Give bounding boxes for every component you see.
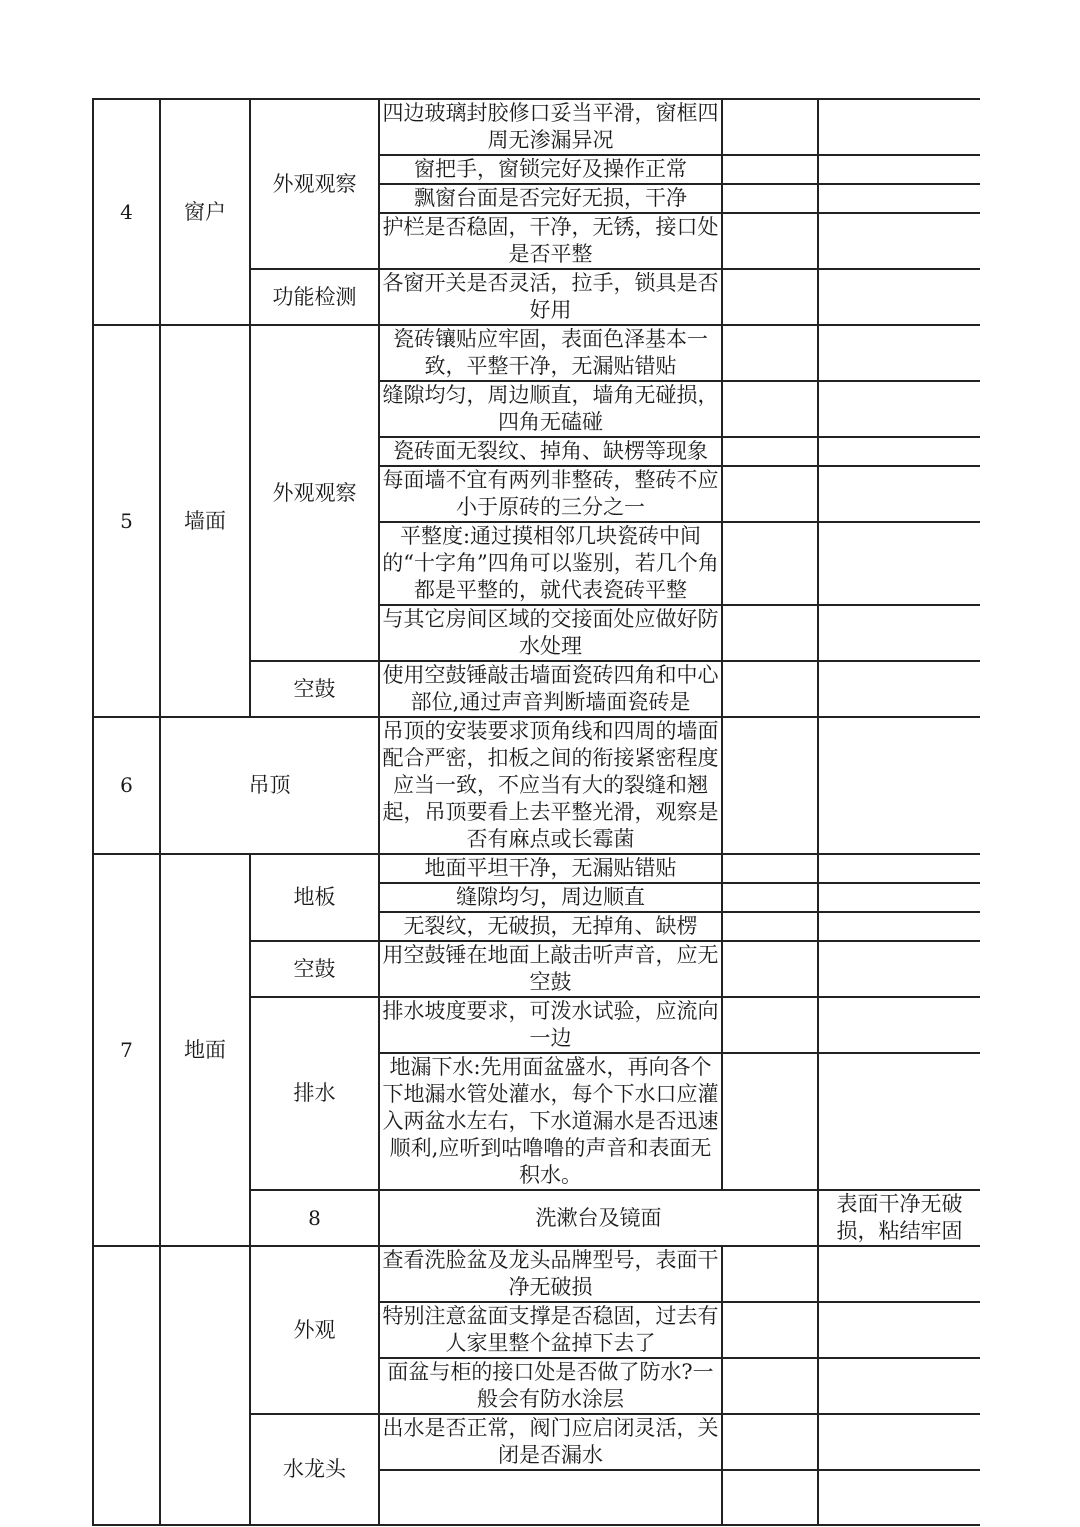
check-item: 缝隙均匀，周边顺直: [379, 883, 722, 912]
check-item: 吊顶的安装要求顶角线和四周的墙面配合严密，扣板之间的衔接紧密程度应当一致，不应当有大的裂缝和翘起，吊顶要看上去平整光滑，观察是否有麻点或长霉菌: [379, 717, 722, 854]
check-item: 瓷砖镶贴应牢固，表面色泽基本一致，平整干净，无漏贴错贴: [379, 325, 722, 381]
remark-cell[interactable]: [818, 213, 980, 269]
inspection-checklist-sheet: [92, 98, 980, 1526]
result-cell[interactable]: [722, 717, 818, 854]
subcategory-cell: 外观观察: [250, 99, 379, 269]
check-item: 平整度:通过摸相邻几块瓷砖中间的“十字角”四角可以鉴别，若几个角都是平整的，就代表瓷砖平整: [379, 522, 722, 605]
result-cell[interactable]: [722, 941, 818, 997]
remark-cell[interactable]: [818, 605, 980, 661]
section-number: 6: [93, 717, 160, 854]
section-name: [160, 1246, 250, 1525]
check-item: 每面墙不宜有两列非整砖，整砖不应小于原砖的三分之一: [379, 466, 722, 522]
remark-cell[interactable]: [818, 1470, 980, 1525]
section-number: 7: [93, 854, 160, 1246]
subcategory-cell: 功能检测: [250, 269, 379, 325]
subcategory-cell: 空鼓: [250, 661, 379, 717]
section-name: 墙面: [160, 325, 250, 717]
result-cell[interactable]: [722, 213, 818, 269]
result-cell[interactable]: [722, 605, 818, 661]
result-cell[interactable]: [722, 912, 818, 941]
check-item: 四边玻璃封胶修口妥当平滑，窗框四周无渗漏异况: [379, 99, 722, 155]
check-item: 与其它房间区域的交接面处应做好防水处理: [379, 605, 722, 661]
check-item: 护栏是否稳固，干净，无锈，接口处是否平整: [379, 213, 722, 269]
subcategory-cell: 外观观察: [250, 325, 379, 661]
check-item: 表面干净无破损，粘结牢固: [818, 1190, 980, 1246]
table-row: [93, 854, 980, 883]
check-item: 面盆与柜的接口处是否做了防水?一般会有防水涂层: [379, 1358, 722, 1414]
check-item: 出水是否正常，阀门应启闭灵活，关闭是否漏水: [379, 1414, 722, 1470]
remark-cell[interactable]: [818, 1358, 980, 1414]
remark-cell[interactable]: [818, 1053, 980, 1190]
result-cell[interactable]: [722, 1470, 818, 1525]
result-cell[interactable]: [722, 1053, 818, 1190]
remark-cell[interactable]: [818, 941, 980, 997]
check-item: 各窗开关是否灵活，拉手，锁具是否好用: [379, 269, 722, 325]
check-item: 排水坡度要求，可泼水试验，应流向一边: [379, 997, 722, 1053]
remark-cell[interactable]: [818, 99, 980, 155]
result-cell[interactable]: [722, 854, 818, 883]
subcategory-cell: 外观: [250, 1246, 379, 1414]
check-item: 用空鼓锤在地面上敲击听声音，应无空鼓: [379, 941, 722, 997]
check-item: [379, 1470, 722, 1525]
subcategory-cell: 排水: [250, 997, 379, 1190]
result-cell[interactable]: [722, 381, 818, 437]
remark-cell[interactable]: [818, 912, 980, 941]
section-number: 8: [250, 1190, 379, 1246]
remark-cell[interactable]: [818, 325, 980, 381]
section-name: 地面: [160, 854, 250, 1246]
result-cell[interactable]: [722, 661, 818, 717]
result-cell[interactable]: [722, 1358, 818, 1414]
check-item: 无裂纹，无破损，无掉角、缺楞: [379, 912, 722, 941]
subcategory-cell: 地板: [250, 854, 379, 941]
check-item: 查看洗脸盆及龙头品牌型号，表面干净无破损: [379, 1246, 722, 1302]
result-cell[interactable]: [722, 99, 818, 155]
result-cell[interactable]: [722, 466, 818, 522]
subcategory-cell: 空鼓: [250, 941, 379, 997]
check-item: 地面平坦干净，无漏贴错贴: [379, 854, 722, 883]
subcategory-cell: 水龙头: [250, 1414, 379, 1525]
result-cell[interactable]: [722, 997, 818, 1053]
remark-cell[interactable]: [818, 717, 980, 854]
result-cell[interactable]: [722, 883, 818, 912]
remark-cell[interactable]: [818, 1302, 980, 1358]
remark-cell[interactable]: [818, 522, 980, 605]
remark-cell[interactable]: [818, 1414, 980, 1470]
inspection-table: [92, 98, 980, 1526]
section-number: 5: [93, 325, 160, 717]
result-cell[interactable]: [722, 1302, 818, 1358]
section-number: 4: [93, 99, 160, 325]
check-item: 特别注意盆面支撑是否稳固，过去有人家里整个盆掉下去了: [379, 1302, 722, 1358]
section-number: [93, 1246, 160, 1525]
remark-cell[interactable]: [818, 883, 980, 912]
check-item: 缝隙均匀，周边顺直，墙角无碰损，四角无磕碰: [379, 381, 722, 437]
check-item: 飘窗台面是否完好无损，干净: [379, 184, 722, 213]
table-row: [93, 325, 980, 381]
check-item: 瓷砖面无裂纹、掉角、缺楞等现象: [379, 437, 722, 466]
result-cell[interactable]: [722, 325, 818, 381]
remark-cell[interactable]: [818, 184, 980, 213]
remark-cell[interactable]: [818, 155, 980, 184]
result-cell[interactable]: [722, 184, 818, 213]
result-cell[interactable]: [722, 437, 818, 466]
result-cell[interactable]: [722, 269, 818, 325]
check-item: 窗把手，窗锁完好及操作正常: [379, 155, 722, 184]
remark-cell[interactable]: [818, 854, 980, 883]
result-cell[interactable]: [722, 1414, 818, 1470]
table-row: [93, 1246, 980, 1302]
table-row: [93, 717, 980, 854]
remark-cell[interactable]: [818, 381, 980, 437]
section-name: 洗漱台及镜面: [379, 1190, 818, 1246]
section-name: 吊顶: [160, 717, 379, 854]
result-cell[interactable]: [722, 155, 818, 184]
check-item: 地漏下水:先用面盆盛水，再向各个下地漏水管处灌水，每个下水口应灌入两盆水左右，下水道漏水是否迅速顺利,应听到咕噜噜的声音和表面无积水。: [379, 1053, 722, 1190]
result-cell[interactable]: [722, 1246, 818, 1302]
section-name: 窗户: [160, 99, 250, 325]
check-item: 使用空鼓锤敲击墙面瓷砖四角和中心部位,通过声音判断墙面瓷砖是: [379, 661, 722, 717]
remark-cell[interactable]: [818, 437, 980, 466]
remark-cell[interactable]: [818, 269, 980, 325]
remark-cell[interactable]: [818, 1246, 980, 1302]
table-row: [93, 99, 980, 155]
remark-cell[interactable]: [818, 661, 980, 717]
remark-cell[interactable]: [818, 466, 980, 522]
result-cell[interactable]: [722, 522, 818, 605]
remark-cell[interactable]: [818, 997, 980, 1053]
